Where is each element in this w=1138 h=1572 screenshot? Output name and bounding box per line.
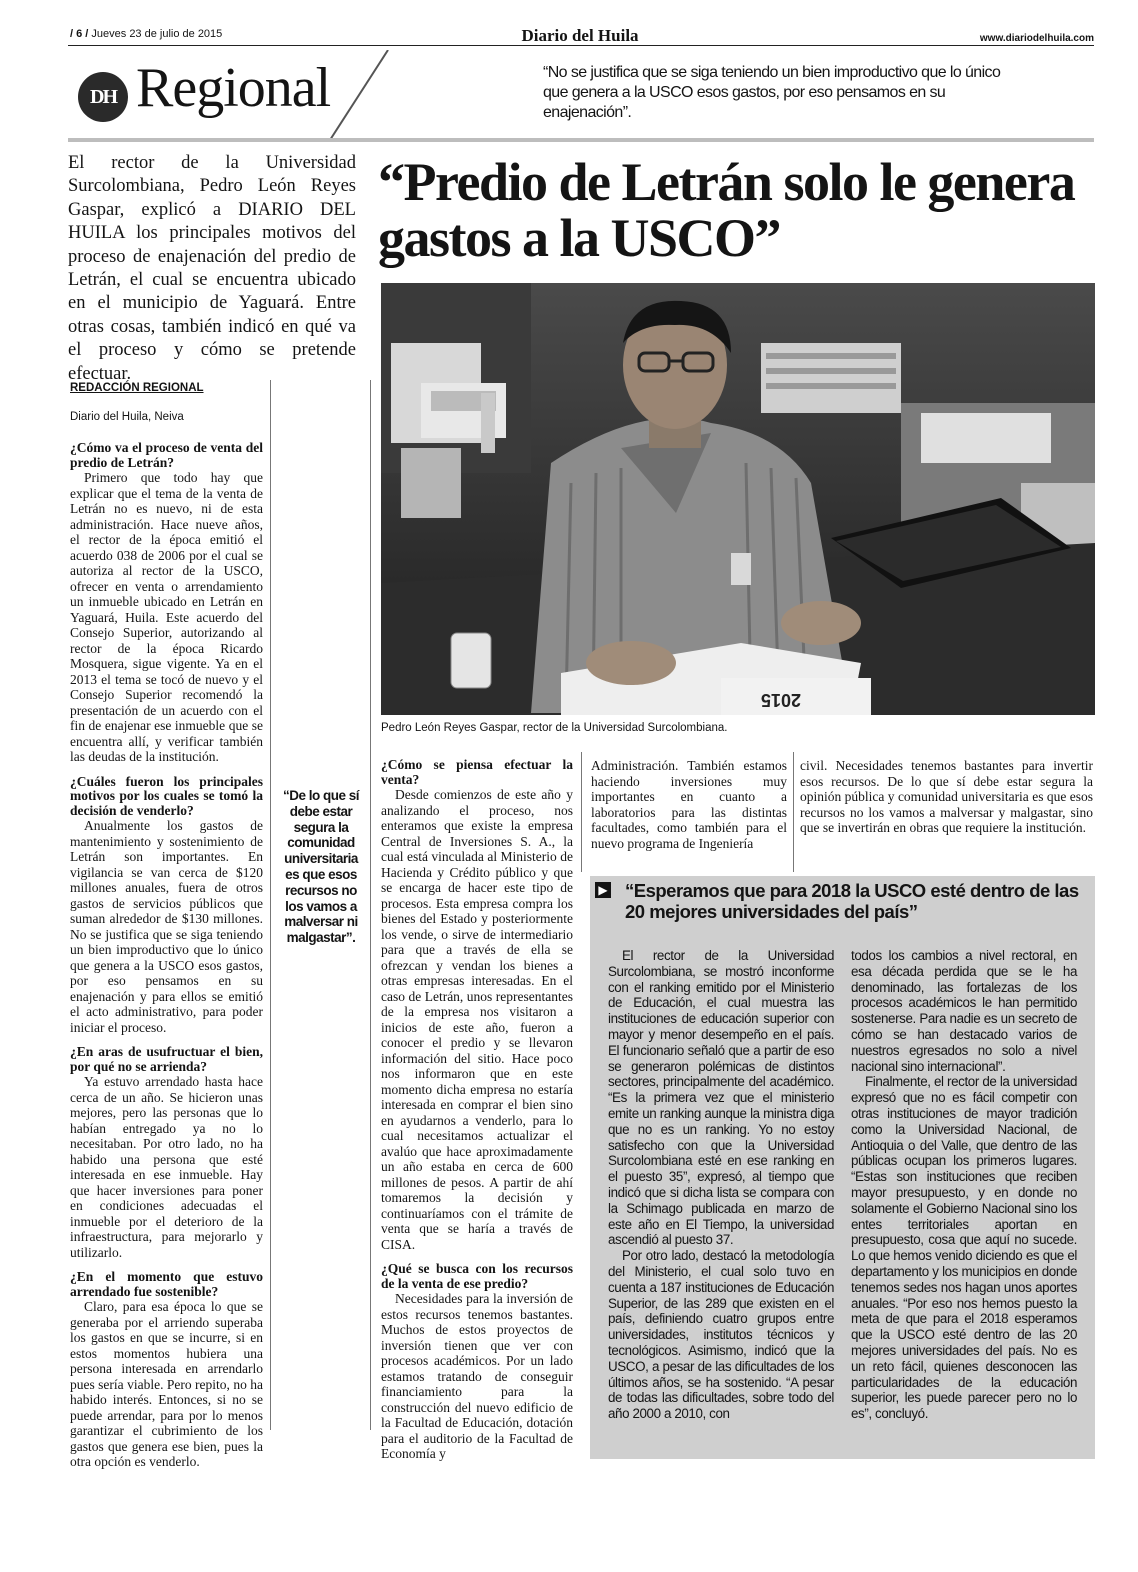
answer-paragraph: civil. Necesidades tenemos bastantes para invertir esos recursos. De lo que sí debe estar segura la opinión pública y comunidad universitaria es que esos recursos no los vamos a malversar y malgastar, sino que se invertirán en obras que requiere la institución. [800, 758, 1093, 835]
column-divider [793, 752, 794, 872]
column-divider [581, 752, 582, 872]
page-meta [70, 28, 222, 40]
question-heading: ¿Qué se busca con los recursos de la venta de ese predio? [381, 1261, 573, 1291]
question-heading: ¿En aras de usufructuar el bien, por qué no se arrienda? [70, 1044, 263, 1074]
article-column-4 [800, 758, 1093, 836]
page-number: / 6 / [70, 28, 89, 40]
answer-paragraph: Primero que todo hay que explicar que el tema de la venta de Letrán no es nuevo, ni de esta administración. Hace nueve años, el rector de la época emitió el acuerdo 038 de 2006 por el cual se autoriza al rector de la USCO, ofrecer en venta o arrendamiento un inmueble ubicado en Letrán en Yaguará, Huila. Este acuerdo del Consejo Superior, autorizando al rector de la época Ricardo Mosquera, sigue vigente. Ya en el 2013 el tema se tocó de nuevo y el Consejo Superior recomendó la presentación de un acuerdo con el fin de enajenar ese inmueble que se encuentra allí, y verificar también las deudas de la institución. [70, 470, 263, 764]
sidebar-paragraph: todos los cambios a nivel rectoral, en esa década perdida que se le ha denominado, las fortalezas de los procesos académicos le han permitido sostenerse. Para nadie es un secreto de cómo se han destacado varios de nuestros egresados no solo a nivel nacional sino internacional”. [851, 948, 1077, 1074]
question-heading: ¿En el momento que estuvo arrendado fue sostenible? [70, 1269, 263, 1299]
sidebar-paragraph: El rector de la Universidad Surcolombiana, se mostró inconforme con el ranking emitido por el Ministerio de Educación, el cual muestra las instituciones de educación superior con mayor y menor desempeño en el país. El funcionario señaló que a partir de eso se generaron polémicas de distintos sectores, principalmente del académico. “Es la primera vez que el ministerio emite un ranking aunque la ministra diga que no es un ranking. Yo no estoy satisfecho con que la Universidad Surcolombiana esté en ese ranking en el puesto 35”, expresó, al tiempo que indicó que si dicha lista se compara con la Schimago publicada en marzo de este año en El Tiempo, la universidad ascendió al puesto 37. [608, 948, 834, 1248]
answer-paragraph: Anualmente los gastos de mantenimiento y sostenimiento de Letrán son importantes. En vigilancia se van cerca de $120 millones anuales, fuera de otros gastos de servicios públicos que suman alrededor de $130 millones. No se justifica que se siga teniendo un bien improductivo que lo único que genera a la USCO esos gastos, por eso pensamos en su enajenación y para ellos se emitió el acto administrativo, para poder iniciar el proceso. [70, 818, 263, 1035]
sidebar-column-2 [851, 948, 1077, 1422]
sidebar-title: “Esperamos que para 2018 la USCO esté dentro de las 20 mejores universidades del país” [625, 880, 1079, 922]
headline: “Predio de Letrán solo le genera gastos a la USCO” [378, 152, 1075, 268]
newspaper-name: Diario del Huila [521, 26, 639, 45]
answer-paragraph: Ya estuvo arrendado hasta hace cerca de un año. Se hicieron unas mejores, pero las personas que lo habían entregado ya no lo necesitaban. Por otro lado, no ha habido una persona que esté interesada en ese inmueble. Hay que hacer inversiones para poner en condiciones adecuadas el inmueble por el deterioro de la infraestructura, para mejorarlo y utilizarlo. [70, 1074, 263, 1260]
answer-paragraph: Desde comienzos de este año y analizando el proceso, nos enteramos que existe la empresa Central de Inversiones S. A., la cual está vinculada al Ministerio de Hacienda y Crédito público y que se encarga de hacer este tipo de procesos. Esta empresa compra los bienes del Estado y posteriormente los vende, o sirve de intermediario para que a través de ella se ofrezcan y vendan los bienes a otras empresas interesadas. En el caso de Letrán, unos representantes de la empresa nos visitaron a inicios de este año, fueron a conocer el predio y se llevaron información del sitio. Hace poco nos informaron que en este momento dicha empresa no estaría interesada en comprar el bien sino en ayudarnos a venderlo, para lo cual necesitamos actualizar el avalúo que hace aproximadamente un año estaba en cerca de 600 millones de pesos. A partir de ahí tomaremos la decisión y continuaríamos con el trámite de venta que se haría a través de CISA. [381, 787, 573, 1252]
rector-photo [381, 283, 1095, 715]
header-divider [68, 45, 1094, 46]
photo-caption: Pedro León Reyes Gaspar, rector de la Universidad Surcolombiana. [381, 722, 728, 734]
section-title: Regional [136, 57, 331, 119]
sidebar-column-1 [608, 948, 834, 1422]
byline: REDACCIÓN REGIONAL [70, 382, 204, 394]
question-heading: ¿Cómo va el proceso de venta del predio de Letrán? [70, 440, 263, 470]
top-pull-quote: “No se justifica que se siga teniendo un bien improductivo que lo único que genera a la USCO esos gastos, por eso pensamos en su enajenación”. [543, 64, 1001, 121]
pull-quote: “De lo que sí debe estar segura la comunidad universitaria es que esos recursos no los vamos a malversar ni malgastar”. [282, 788, 360, 946]
issue-date: Jueves 23 de julio de 2015 [91, 28, 223, 40]
column-divider [270, 380, 271, 1430]
article-column-2 [381, 758, 573, 1462]
dateline: Diario del Huila, Neiva [70, 411, 184, 423]
calendar-year: 2015 [760, 690, 801, 710]
question-heading: ¿Cómo se piensa efectuar la venta? [381, 757, 573, 787]
dh-logo: DH [78, 72, 128, 122]
section-decoration [320, 50, 390, 142]
newspaper-url[interactable]: www.diariodelhuila.com [979, 33, 1094, 44]
sidebar-paragraph: Finalmente, el rector de la universidad expresó que no es fácil competir con otras instituciones de mayor tradición como la Universidad Nacional, de Antioquia o del Valle, que dentro de las públicas ocupan los primeros lugares. “Estas son instituciones que reciben mayor presupuesto, y en donde no solamente el Gobierno Nacional sino los entes territoriales aportan en presupuesto, cosa que aquí no sucede. Lo que hemos venido diciendo es que el departamento y los municipios en donde tenemos sedes nos hagan unos aportes anuales. “Por eso nos hemos puesto la meta de que para el 2018 esperamos que la USCO esté dentro de las 20 mejores universidades del país. No es un reto fácil, quienes desconocen las particularidades de la educación superior, les puede parecer pero no lo es”, concluyó. [851, 1074, 1077, 1422]
arrow-right-icon: ▶ [595, 882, 611, 898]
article-column-3 [591, 758, 787, 851]
answer-paragraph: Necesidades para la inversión de estos recursos tenemos bastantes. Muchos de estos proyectos de inversión tienen que ver con procesos académicos. Por un lado estamos tratando de conseguir financiamiento para la construcción del nuevo edificio de la Facultad de Educación, dotación para el auditorio de la Facultad de Economía y [381, 1291, 573, 1461]
question-heading: ¿Cuáles fueron los principales motivos por los cuales se tomó la decisión de venderlo? [70, 773, 263, 818]
header-rule [68, 138, 1094, 142]
answer-paragraph: Administración. También estamos haciendo inversiones muy importantes en cuanto a laboratorios para las distintas facultades, como también para el nuevo programa de Ingeniería [591, 758, 787, 851]
answer-paragraph: Claro, para esa época lo que se generaba por el arriendo superaba los gastos en que se incurre, si en estos momentos hubiera una persona interesada en arrendarlo pues sería viable. Pero repito, no ha habido interés. Entonces, si no se puede arrendar, para por lo menos garantizar el cubrimiento de los gastos que genera ese bien, pues la otra opción es venderlo. [70, 1299, 263, 1469]
column-divider [370, 380, 371, 1430]
article-column-1 [70, 441, 263, 1470]
lead-paragraph: El rector de la Universidad Surcolombiana, Pedro León Reyes Gaspar, explicó a DIARIO DEL HUILA los principales motivos del proceso de enajenación del predio de Letrán, el cual se encuentra ubicado en el municipio de Yaguará. Entre otras cosas, también indicó en qué va el proceso y cómo se pretende efectuar. [68, 153, 356, 384]
sidebar-paragraph: Por otro lado, destacó la metodología del Ministerio, el cual solo tuvo en cuenta a 187 instituciones de Educación Superior, de las 289 que existen en el país, definiendo cuatro grupos entre universidades, institutos técnicos y tecnológicos. Asimismo, indicó que la USCO, a pesar de las dificultades de los últimos años, se ha sostenido. “A pesar de todas las dificultades, sobre todo del año 2000 a 2010, con [608, 1248, 834, 1422]
